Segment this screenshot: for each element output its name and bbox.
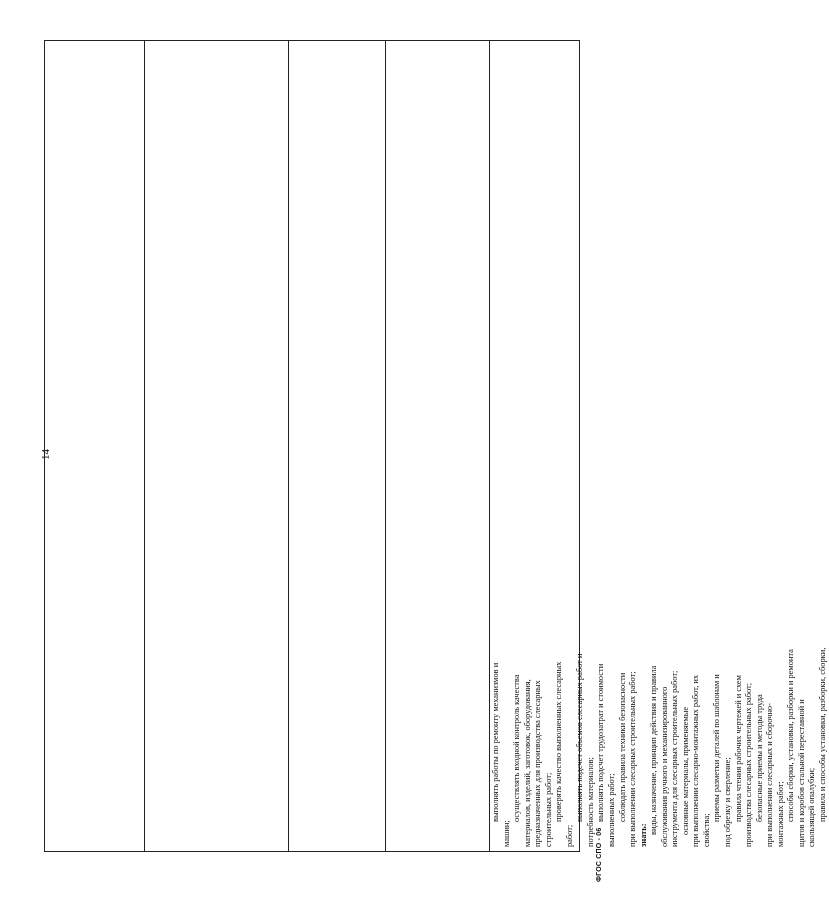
text-line: выполнять подсчет трудозатрат и стоимости: [596, 663, 606, 822]
text-line: выполнять подсчет объемов слесарных работ и: [575, 653, 585, 822]
text-line: безопасные приемы и методы труда: [754, 694, 764, 822]
text-line: при выполнении слесарных и сборочно-: [765, 703, 775, 847]
text-line: материалов, изделий, заготовок, оборудования,: [522, 679, 532, 847]
text-line: обслуживания ручного и механизированного: [659, 686, 669, 847]
table-row-content: [490, 41, 827, 851]
text-line: инструмента для слесарных строительных работ;: [670, 670, 680, 847]
text-line: правила чтения рабочих чертежей и схем: [733, 675, 743, 822]
page-number: 14: [40, 449, 52, 460]
text-line: знать:: [638, 823, 648, 847]
text-line: свойства;: [701, 813, 711, 847]
text-line: при выполнении слесарных строительных работ;: [628, 671, 638, 847]
text-line: основные материалы, применяемые: [680, 706, 690, 835]
text-line: производства слесарных строительных работ;: [744, 682, 754, 847]
text-line: потребность материалов;: [585, 757, 595, 847]
text-line: монтажных работ;: [775, 781, 785, 847]
text-line: скользящей опалубки;: [807, 767, 817, 847]
table-row-empty-4: [386, 41, 490, 851]
table-row-empty-1: [45, 41, 145, 851]
competency-table: [44, 40, 827, 852]
text-line: виды, назначение, принцип действия и правила: [649, 665, 659, 835]
text-line: осуществлять входной контроль качества: [512, 674, 522, 822]
text-line: выполнять работы по ремонту механизмов и: [491, 662, 500, 822]
text-line: работ;: [564, 824, 574, 847]
text-line: проверять качество выполненных слесарных: [554, 661, 564, 822]
footer-code: ФГОС СПО - 06: [596, 827, 603, 882]
text-line: строительных работ;: [543, 772, 553, 847]
text-line: при выполнении слесарно-монтажных работ, их: [691, 674, 701, 847]
text-line: под обрезку и сверление;: [723, 757, 733, 847]
text-line: машин;: [501, 820, 511, 847]
text-line: соблюдать правила техники безопасности: [617, 672, 627, 822]
skills-knowledge-cell: [491, 43, 827, 847]
text-line: способы сборки, установки, разборки и ремонта: [786, 649, 796, 822]
text-line: предназначенных для производства слесарных: [533, 680, 543, 847]
text-line: выполненных работ;: [607, 773, 617, 847]
text-line: правила и способы установки, разборки, сборки,: [817, 647, 827, 822]
text-line: щитов и коробов стальной переставной и: [796, 699, 806, 847]
text-line: приемы разметки деталей по шаблонам и: [712, 674, 722, 822]
table-row-empty-2: [145, 41, 289, 851]
table-row-empty-3: [289, 41, 386, 851]
